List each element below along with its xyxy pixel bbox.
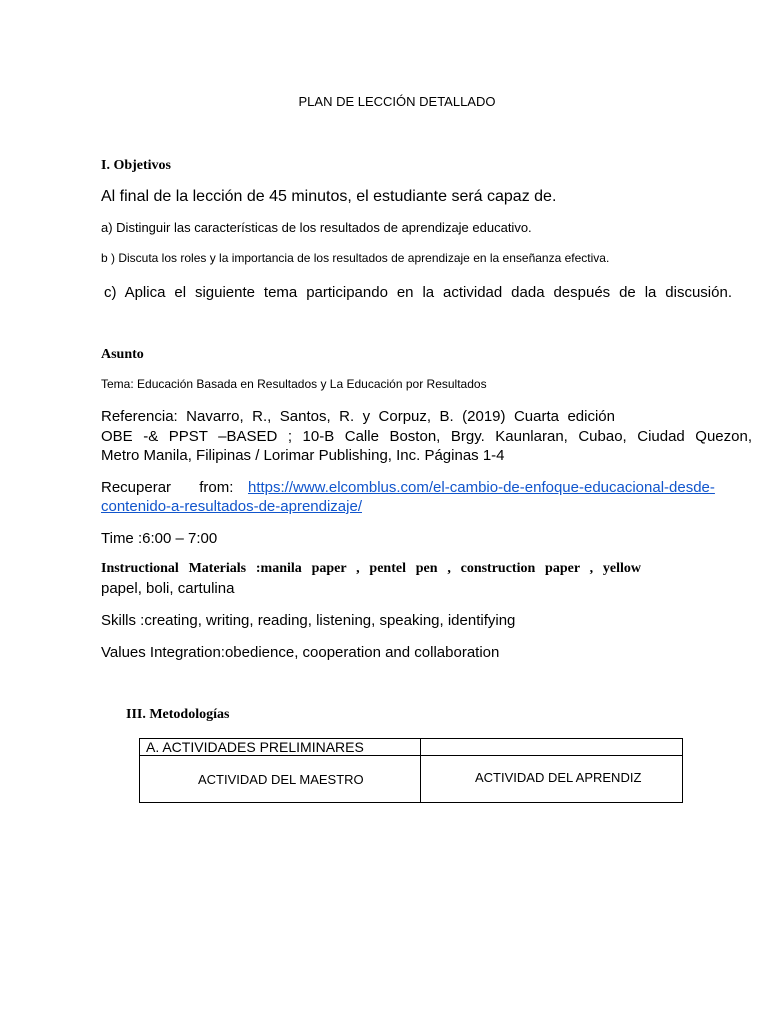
materials-line-1: Instructional Materials :manila paper , pentel pen , construction paper , yellow <box>101 561 641 576</box>
teacher-activity-header: ACTIVIDAD DEL MAESTRO <box>140 756 421 803</box>
learner-activity-header: ACTIVIDAD DEL APRENDIZ <box>421 756 683 803</box>
reference-line-2: OBE -& PPST –BASED ; 10-B Calle Boston, Brgy. Kaunlaran, Cubao, Ciudad Quezon, <box>101 428 752 445</box>
values-line: Values Integration:obedience, cooperation and collaboration <box>101 644 500 661</box>
retrieve-url-line-1[interactable]: https://www.elcomblus.com/el-cambio-de-enfoque-educacional-desde- <box>248 479 715 496</box>
activities-table <box>139 738 683 803</box>
document-title: PLAN DE LECCIÓN DETALLADO <box>298 94 496 109</box>
reference-line-3: Metro Manila, Filipinas / Lorimar Publishing, Inc. Páginas 1-4 <box>101 447 505 464</box>
empty-cell <box>421 739 683 756</box>
table-row <box>140 756 683 803</box>
table-row <box>140 739 683 756</box>
retrieve-label: Recuperar from: <box>101 479 234 496</box>
objectives-heading: I. Objetivos <box>101 158 171 173</box>
subject-heading: Asunto <box>101 347 144 362</box>
objective-a: a) Distinguir las características de los resultados de aprendizaje educativo. <box>101 220 532 235</box>
preliminary-activities-cell: A. ACTIVIDADES PRELIMINARES <box>140 739 421 756</box>
objective-b: b ) Discuta los roles y la importancia de los resultados de aprendizaje en la enseñanza efectiva. <box>101 251 610 265</box>
time-line: Time :6:00 – 7:00 <box>101 530 218 547</box>
methodology-heading: III. Metodologías <box>126 707 230 722</box>
objectives-intro: Al final de la lección de 45 minutos, el estudiante será capaz de. <box>101 188 557 205</box>
retrieve-url-line-2[interactable]: contenido-a-resultados-de-aprendizaje/ <box>101 498 362 515</box>
subject-tema: Tema: Educación Basada en Resultados y La Educación por Resultados <box>101 377 487 391</box>
objective-c: c) Aplica el siguiente tema participando en la actividad dada después de la discusión. <box>104 284 732 301</box>
skills-line: Skills :creating, writing, reading, listening, speaking, identifying <box>101 612 516 629</box>
materials-line-2: papel, boli, cartulina <box>101 580 235 597</box>
reference-line-1: Referencia: Navarro, R., Santos, R. y Corpuz, B. (2019) Cuarta edición <box>101 408 615 425</box>
